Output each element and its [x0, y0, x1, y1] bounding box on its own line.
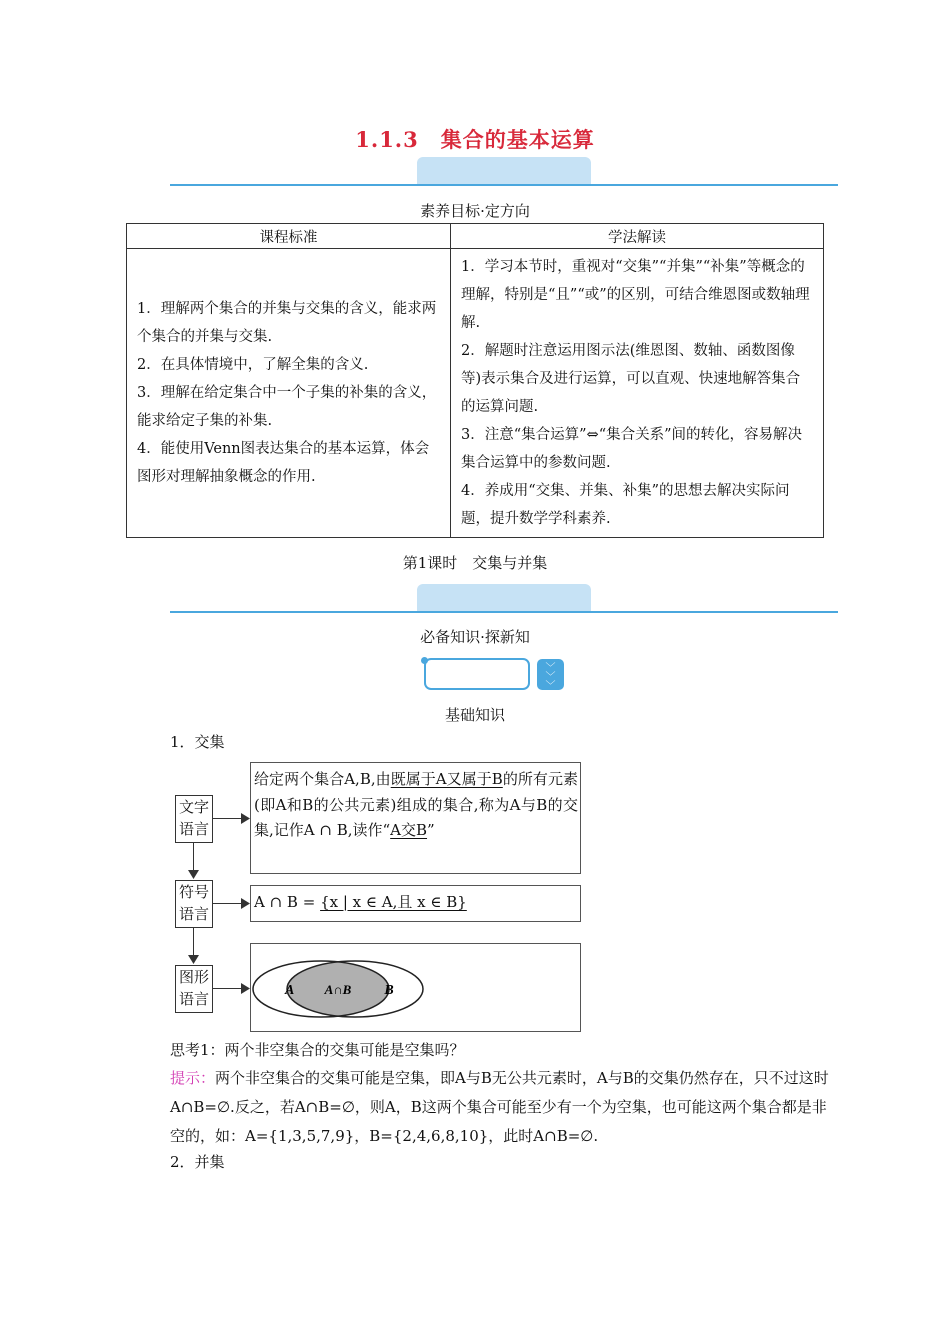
blank-answer: {x | x ∈ A,且 x ∈ B} — [320, 893, 467, 911]
arrow-down-icon — [188, 870, 199, 880]
pill-dot — [421, 657, 428, 664]
venn-label-b: B — [384, 983, 394, 998]
section-heading-goals: 素养目标·定方向 — [420, 202, 530, 220]
blank-answer: A交B — [390, 821, 428, 839]
label-graph-language: 图形 语言 — [175, 965, 213, 1013]
blank-answer: 既属于A又属于B — [390, 770, 503, 788]
label-text-language: 文字 语言 — [175, 795, 213, 843]
list-item: 4．能使用Venn图表达集合的基本运算，体会图形对理解抽象概念的作用. — [137, 441, 430, 485]
symbol-definition-box: A ∩ B = {x | x ∈ A,且 x ∈ B} — [250, 885, 581, 922]
venn-diagram — [251, 944, 580, 1031]
list-item: 2．在具体情境中，了解全集的含义. — [137, 357, 369, 373]
venn-label-intersection: A∩B — [324, 982, 352, 997]
list-item: 3．注意“集合运算”⇔“集合关系”间的转化，容易解决集合运算中的参数问题. — [461, 427, 803, 471]
venn-diagram-box — [250, 943, 581, 1032]
standards-table — [126, 223, 824, 538]
subsection-heading: 基础知识 — [444, 706, 505, 724]
page-title: 1.1.3 集合的基本运算 — [355, 127, 595, 152]
lesson-title: 第1课时 交集与并集 — [402, 554, 548, 572]
list-item: 1．学习本节时，重视对“交集”“并集”“补集”等概念的理解，特别是“且”“或”的区别，可结合维恩图或数轴理解. — [461, 259, 810, 331]
think-question: 思考1：两个非空集合的交集可能是空集吗？ — [170, 1041, 465, 1059]
text-definition-box: 给定两个集合A,B,由既属于A又属于B的所有元素(即A和B的公共元素)组成的集合,称为A与B的交集,记作A ∩ B,读作“A交B” — [250, 762, 581, 874]
list-item: 4．养成用“交集、并集、补集”的思想去解决实际问题，提升数学学科素养. — [461, 483, 790, 527]
methods-cell — [451, 249, 824, 538]
chevron-down-icon: ﹀ ﹀ ﹀ — [537, 659, 564, 690]
subsection-pill — [424, 658, 530, 690]
hint-label: 提示： — [170, 1069, 216, 1087]
hint-paragraph: 提示：两个非空集合的交集可能是空集，即A与B无公共元素时，A与B的交集仍然存在，只不过这时A∩B=∅.反之，若A∩B=∅，则A，B这两个集合可能至少有一个为空集，也可能这两个集合都是非空的，如：A={1,3,5,7,9}，B={2,4,6,8,10}，此时A∩B=∅. — [170, 1069, 829, 1145]
list-item: 1．理解两个集合的并集与交集的含义，能求两个集合的并集与交集. — [137, 301, 437, 345]
label-symbol-language: 符号 语言 — [175, 880, 213, 928]
table-header-standards: 课程标准 — [127, 224, 451, 249]
standards-cell — [127, 249, 451, 538]
list-item: 2．解题时注意运用图示法(维恩图、数轴、函数图像等)表示集合及进行运算，可以直观、快速地解答集合的运算问题. — [461, 343, 801, 415]
arrow-down-icon — [188, 955, 199, 965]
section-tab-bar — [170, 584, 838, 614]
venn-label-a: A — [285, 983, 295, 998]
list-item: 3．理解在给定集合中一个子集的补集的含义，能求给定子集的补集. — [137, 385, 437, 429]
item-heading-intersection: 1．交集 — [170, 733, 225, 751]
item-heading-union: 2．并集 — [170, 1153, 225, 1171]
table-header-methods: 学法解读 — [451, 224, 824, 249]
section-tab-bar — [170, 157, 838, 187]
section-heading-knowledge: 必备知识·探新知 — [420, 628, 530, 646]
